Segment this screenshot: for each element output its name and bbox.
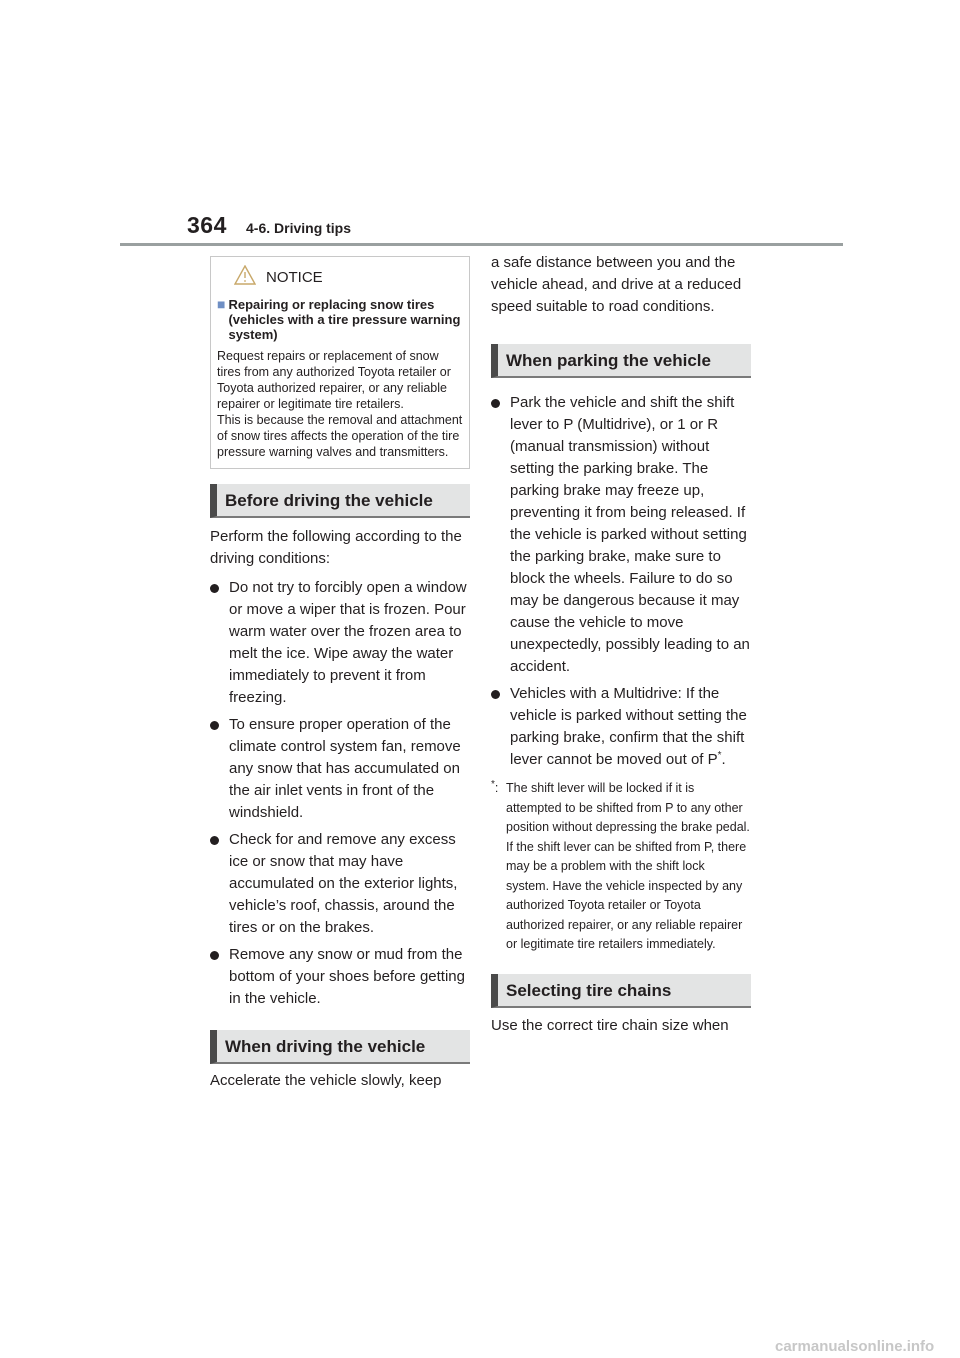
bullet-dot-icon xyxy=(491,399,500,408)
parking-bullet-list xyxy=(491,392,751,771)
list-item: Remove any snow or mud from the bottom of your shoes before getting in the vehicle. xyxy=(210,944,470,1010)
bullet-dot-icon xyxy=(210,584,219,593)
page-number: 364 xyxy=(187,212,227,238)
heading-when-driving: When driving the vehicle xyxy=(210,1030,470,1064)
bullet-dot-icon xyxy=(210,836,219,845)
bullet-dot-icon xyxy=(210,951,219,960)
when-driving-text-a: Accelerate the vehicle slowly, keep xyxy=(210,1072,442,1089)
before-intro: Perform the following according to the driving conditions: xyxy=(210,528,462,567)
heading-parking: When parking the vehicle xyxy=(491,344,751,378)
notice-box xyxy=(210,256,470,469)
square-bullet-icon: ■ xyxy=(217,296,226,312)
heading-before-driving: Before driving the vehicle xyxy=(210,484,470,518)
list-item: Park the vehicle and shift the shift lever to P (Multidrive), or 1 or R (manual transmission) without setting the parking brake. The parking brake may freeze up, preventing it from being released. If the vehicle is parked without setting the parking brake, make sure to block the wheels. Failure to do so may be dangerous because it may cause the vehicle to move unexpectedly, possibly leading to an accident. xyxy=(491,392,751,678)
page-header xyxy=(0,0,960,250)
tire-chains-text: Use the correct tire chain size when xyxy=(491,1016,729,1034)
notice-subheading-text: Repairing or replacing snow tires (vehicles with a tire pressure warning system) xyxy=(228,297,461,342)
footnote-mark: *: xyxy=(491,778,499,795)
notice-header xyxy=(217,263,463,293)
when-driving-text-b: a safe distance between you and the vehicle ahead, and drive at a reduced speed suitable to road conditions. xyxy=(491,254,742,315)
notice-body-2: This is because the removal and attachment of snow tires affects the operation of the tire pressure warning valves and transmitters. xyxy=(217,413,463,459)
footnote-text: The shift lever will be locked if it is attempted to be shifted from P to any other position without depressing the brake pedal. If the shift lever can be shifted from P, there may be a problem with the shift lock system. Have the vehicle inspected by any authorized Toyota retailer or Toyota authorized repairer, or any reliable repairer or legitimate tire retailers immediately. xyxy=(506,781,750,951)
header-rule xyxy=(120,243,843,246)
heading-tire-chains: Selecting tire chains xyxy=(491,974,751,1008)
warning-triangle-icon xyxy=(234,265,256,290)
watermark: carmanualsonline.info xyxy=(775,1338,935,1355)
bullet-dot-icon xyxy=(491,690,500,699)
parking-footnote xyxy=(491,779,751,955)
left-column xyxy=(210,256,470,1092)
bullet-dot-icon xyxy=(210,721,219,730)
notice-label: NOTICE xyxy=(266,269,323,286)
notice-body-1: Request repairs or replacement of snow tires from any authorized Toyota retailer or Toyota authorized repairer, or any reliable repairer or legitimate tire retailers. xyxy=(217,349,451,411)
list-item: Do not try to forcibly open a window or move a wiper that is frozen. Pour warm water over the frozen area to melt the ice. Wipe away the water immediately to prevent it from freezing. xyxy=(210,577,470,709)
notice-subheading xyxy=(217,297,463,342)
section-title: 4-6. Driving tips xyxy=(246,220,352,236)
right-column xyxy=(491,252,751,1037)
list-item: Check for and remove any excess ice or snow that may have accumulated on the exterior lights, vehicle’s roof, chassis, around the tires or on the brakes. xyxy=(210,829,470,939)
list-item: To ensure proper operation of the climate control system fan, remove any snow that has accumulated on the air inlet vents in front of the windshield. xyxy=(210,714,470,824)
list-item: Vehicles with a Multidrive: If the vehicle is parked without setting the parking brake, confirm that the shift lever cannot be moved out of P*. xyxy=(491,683,751,771)
notice-body xyxy=(217,348,463,460)
before-bullet-list xyxy=(210,577,470,1010)
